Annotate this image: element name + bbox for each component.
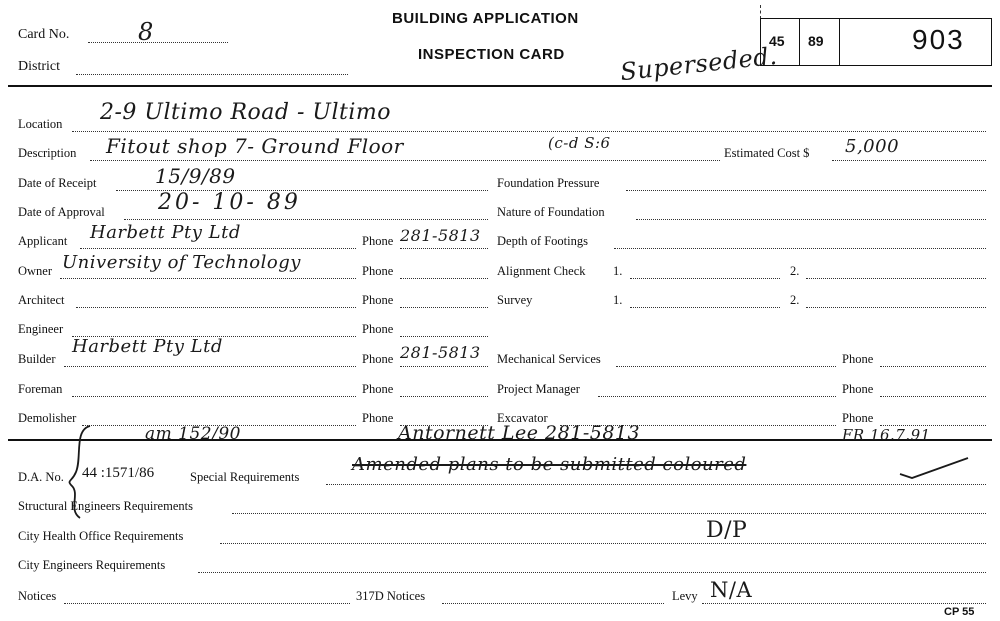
- health-label: City Health Office Requirements: [18, 529, 184, 543]
- card-no-line: [88, 42, 228, 43]
- architect-phone-line: [400, 307, 488, 308]
- project-manager-label: Project Manager: [497, 382, 580, 396]
- location-value: 2-9 Ultimo Road - Ultimo: [100, 100, 391, 125]
- form-code: CP 55: [944, 606, 975, 618]
- box-tick: [760, 5, 761, 19]
- demolisher-phone-label: Phone: [362, 411, 394, 425]
- am-note: am 152/90: [145, 424, 241, 444]
- description-note: (c-d S:6: [548, 134, 611, 152]
- notices317-line: [442, 603, 664, 604]
- date-receipt-value: 15/9/89: [155, 164, 236, 188]
- notices317-label: 317D Notices: [356, 589, 426, 603]
- box1-value: 45: [769, 33, 785, 49]
- alignment-num2: 2.: [790, 264, 800, 278]
- box2-value: 89: [808, 33, 824, 49]
- engineer-phone-line: [400, 336, 488, 337]
- excavator-phone-label: Phone: [842, 411, 874, 425]
- owner-value: University of Technology: [62, 252, 301, 273]
- builder-line: [64, 366, 356, 367]
- survey-line2: [806, 307, 986, 308]
- levy-label: Levy: [672, 589, 698, 603]
- structural-line: [232, 513, 986, 514]
- mechanical-phone-label: Phone: [842, 352, 874, 366]
- city-eng-line: [198, 572, 986, 573]
- city-eng-label: City Engineers Requirements: [18, 558, 166, 572]
- survey-num1: 1.: [613, 293, 623, 307]
- description-label: Description: [18, 146, 77, 160]
- builder-value: Harbett Pty Ltd: [72, 336, 223, 357]
- nature-foundation-label: Nature of Foundation: [497, 205, 605, 219]
- builder-phone-label: Phone: [362, 352, 394, 366]
- estimated-cost-label: Estimated Cost $: [724, 146, 810, 160]
- architect-phone-label: Phone: [362, 293, 394, 307]
- builder-label: Builder: [18, 352, 56, 366]
- district-label: District: [18, 59, 60, 74]
- alignment-line1: [630, 278, 780, 279]
- architect-label: Architect: [18, 293, 65, 307]
- applicant-phone-line: [400, 248, 488, 249]
- notices-label: Notices: [18, 589, 57, 603]
- description-value: Fitout shop 7- Ground Floor: [106, 134, 404, 158]
- demolisher-label: Demolisher: [18, 411, 77, 425]
- title-line2: INSPECTION CARD: [418, 46, 565, 63]
- builder-phone-value: 281-5813: [400, 343, 481, 362]
- engineer-label: Engineer: [18, 322, 64, 336]
- date-approval-label: Date of Approval: [18, 205, 105, 219]
- alignment-check-label: Alignment Check: [497, 264, 586, 278]
- applicant-phone-label: Phone: [362, 234, 394, 248]
- applicant-phone-value: 281-5813: [400, 226, 481, 245]
- health-line: [220, 543, 986, 544]
- health-value: D/P: [706, 518, 748, 543]
- project-manager-phone-label: Phone: [842, 382, 874, 396]
- special-line: [326, 484, 986, 485]
- structural-label: Structural Engineers Requirements: [18, 499, 193, 513]
- levy-value: N/A: [710, 578, 753, 602]
- date-approval-value: 20- 10- 89: [158, 190, 301, 215]
- owner-phone-label: Phone: [362, 264, 394, 278]
- engineer-phone-label: Phone: [362, 322, 394, 336]
- district-line: [76, 74, 348, 75]
- alignment-line2: [806, 278, 986, 279]
- superseded-stamp: Superseded.: [618, 41, 779, 87]
- project-manager-line: [598, 396, 836, 397]
- location-line: [72, 131, 986, 132]
- excavator-label: Excavator: [497, 411, 548, 425]
- depth-footings-line: [614, 248, 986, 249]
- alignment-num1: 1.: [613, 264, 623, 278]
- mechanical-line: [616, 366, 836, 367]
- notices-line: [64, 603, 350, 604]
- date-approval-line: [124, 219, 488, 220]
- nature-foundation-line: [636, 219, 986, 220]
- antornett-note: Antornett Lee 281-5813: [398, 422, 641, 444]
- applicant-line: [80, 248, 356, 249]
- foundation-pressure-label: Foundation Pressure: [497, 176, 600, 190]
- owner-label: Owner: [18, 264, 53, 278]
- owner-phone-line: [400, 278, 488, 279]
- description-line: [90, 160, 720, 161]
- foundation-pressure-line: [626, 190, 986, 191]
- project-manager-phone-line: [880, 396, 986, 397]
- foreman-phone-line: [400, 396, 488, 397]
- survey-line1: [630, 307, 780, 308]
- applicant-value: Harbett Pty Ltd: [90, 222, 241, 243]
- foreman-label: Foreman: [18, 382, 63, 396]
- depth-footings-label: Depth of Footings: [497, 234, 588, 248]
- levy-line: [702, 603, 986, 604]
- special-label: Special Requirements: [190, 470, 300, 484]
- fr-note: FR 16.7.91: [842, 426, 931, 444]
- architect-line: [76, 307, 356, 308]
- estimated-cost-line: [832, 160, 986, 161]
- mechanical-phone-line: [880, 366, 986, 367]
- survey-num2: 2.: [790, 293, 800, 307]
- applicant-label: Applicant: [18, 234, 68, 248]
- check-mark: [896, 452, 976, 484]
- owner-line: [60, 278, 356, 279]
- title-line1: BUILDING APPLICATION: [392, 10, 579, 27]
- header-rule: [8, 85, 992, 87]
- da-value: 44 :1571/86: [82, 465, 155, 481]
- card-no-value: 8: [138, 18, 154, 46]
- date-receipt-label: Date of Receipt: [18, 176, 97, 190]
- card-no-label: Card No.: [18, 27, 70, 42]
- survey-label: Survey: [497, 293, 533, 307]
- foreman-phone-label: Phone: [362, 382, 394, 396]
- location-label: Location: [18, 117, 63, 131]
- foreman-line: [72, 396, 356, 397]
- mechanical-label: Mechanical Services: [497, 352, 601, 366]
- da-label: D.A. No.: [18, 470, 64, 484]
- builder-phone-line: [400, 366, 488, 367]
- special-value: Amended plans to be submitted coloured: [352, 454, 747, 475]
- box3-value: 903: [912, 24, 965, 55]
- estimated-cost-value: 5,000: [845, 136, 900, 157]
